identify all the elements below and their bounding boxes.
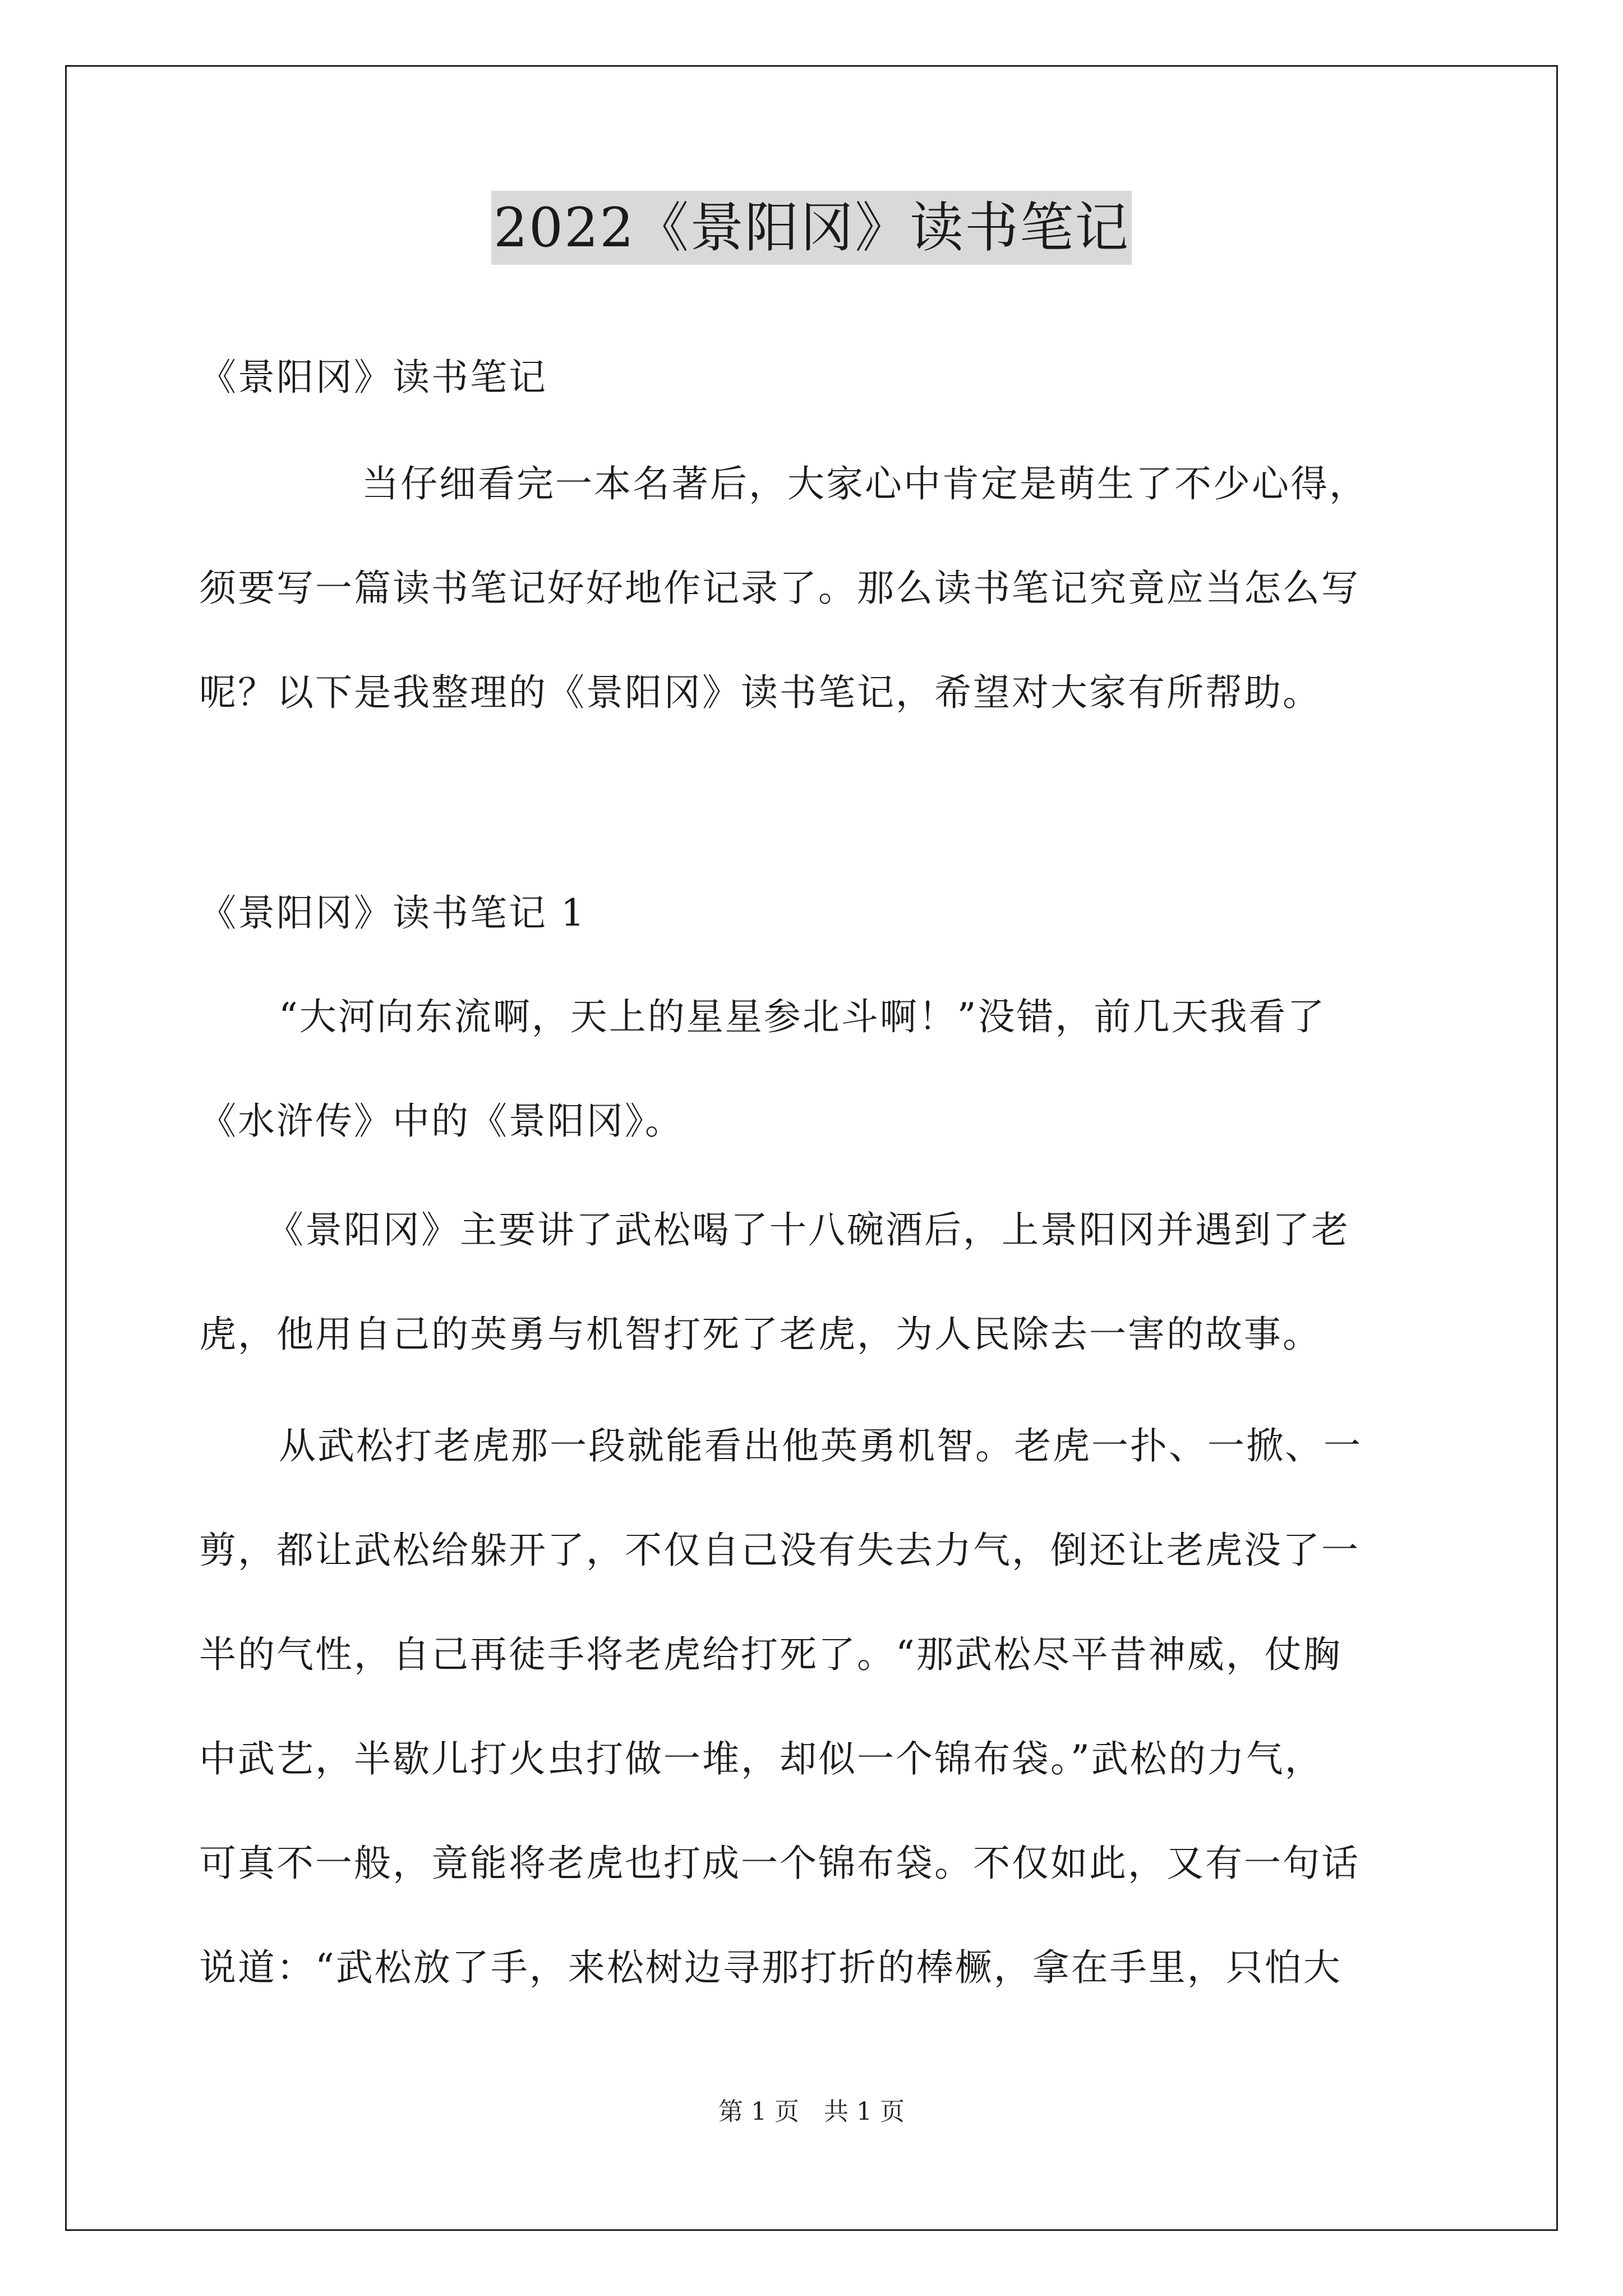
paragraph-line: 半的气性，自己再徒手将老虎给打死了。“那武松尽平昔神威，仗胸	[199, 1633, 1342, 1676]
intro-line: 呢？以下是我整理的《景阳冈》读书笔记，希望对大家有所帮助。	[199, 671, 1321, 714]
page-footer: 第 1 页 共 1 页	[718, 2097, 905, 2126]
paragraph-line: 《水浒传》中的《景阳冈》。	[199, 1099, 684, 1143]
paragraph-line: 说道：“武松放了手，来松树边寻那打折的棒橛，拿在手里，只怕大	[199, 1946, 1342, 1989]
intro-line: 当仔细看完一本名著后，大家心中肯定是萌生了不少心得，	[362, 462, 1368, 505]
section-heading: 《景阳冈》读书笔记 1	[199, 891, 586, 935]
document-title	[0, 191, 1623, 265]
intro-line: 须要写一篇读书笔记好好地作记录了。那么读书笔记究竟应当怎么写	[199, 567, 1360, 610]
document-title-text: 2022《景阳冈》读书笔记	[491, 191, 1132, 265]
paragraph-line: 可真不一般，竟能将老虎也打成一个锦布袋。不仅如此，又有一句话	[199, 1842, 1360, 1885]
paragraph-line: 《景阳冈》主要讲了武松喝了十八碗酒后，上景阳冈并遇到了老	[266, 1208, 1350, 1251]
paragraph-line: 剪，都让武松给躲开了，不仅自己没有失去力气，倒还让老虎没了一	[199, 1529, 1360, 1572]
document-subtitle: 《景阳冈》读书笔记	[199, 356, 547, 399]
paragraph-line: “大河向东流啊，天上的星星参北斗啊！”没错，前几天我看了	[279, 995, 1326, 1038]
paragraph-line: 从武松打老虎那一段就能看出他英勇机智。老虎一扑、一掀、一	[279, 1424, 1362, 1467]
paragraph-line: 中武艺，半歇儿打火虫打做一堆，却似一个锦布袋。”武松的力气，	[199, 1737, 1324, 1780]
paragraph-line: 虎，他用自己的英勇与机智打死了老虎，为人民除去一害的故事。	[199, 1313, 1321, 1356]
